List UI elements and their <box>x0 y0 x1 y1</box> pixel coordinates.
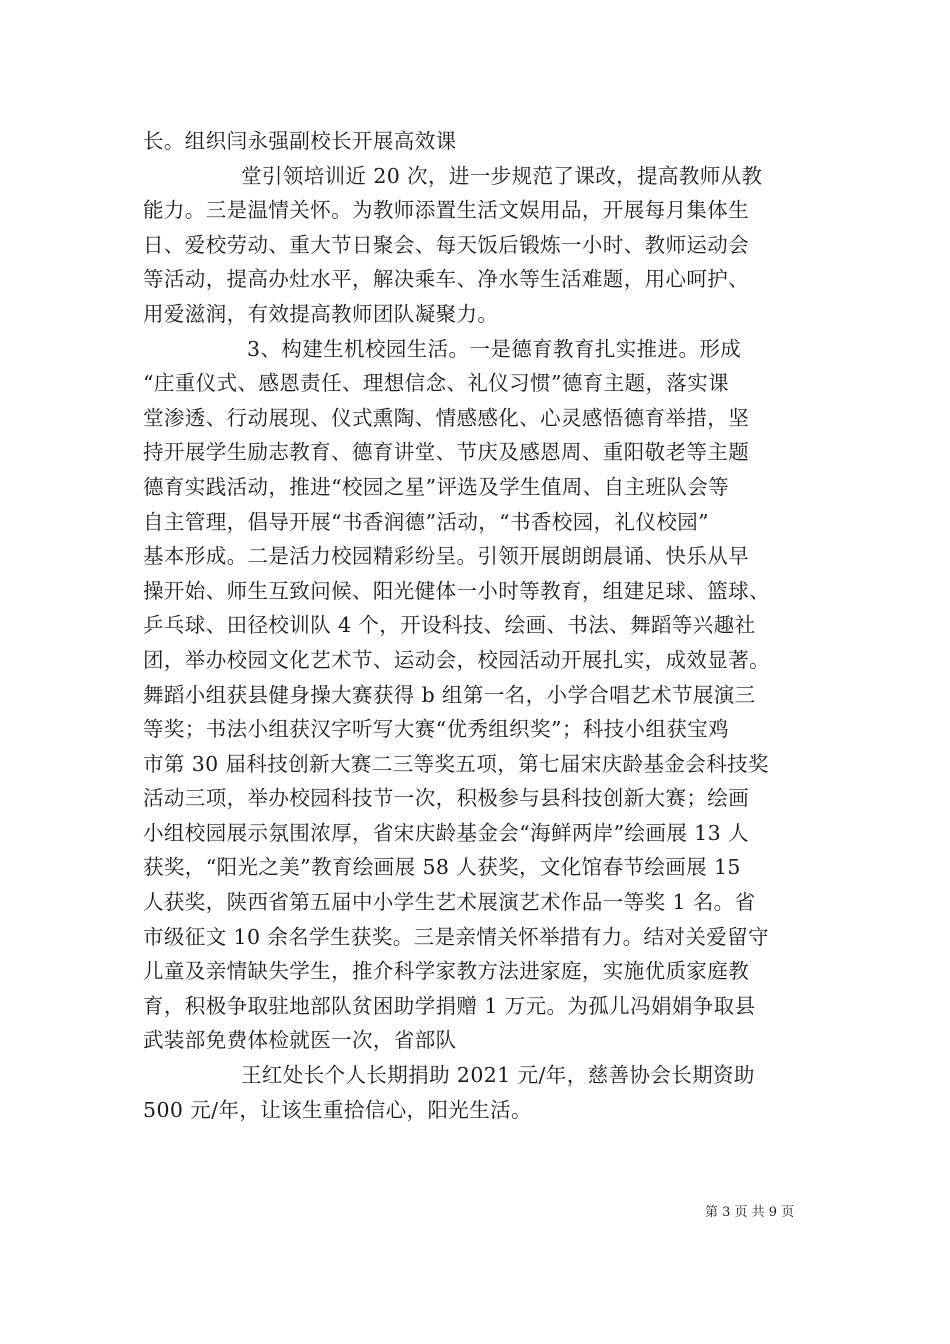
text-line: 日、爱校劳动、重大节日聚会、每天饭后锻炼一小时、教师运动会 <box>143 232 750 257</box>
text-line: 王红处长个人长期捐助 2021 元/年，慈善协会长期资助 <box>241 1063 755 1088</box>
text-line: 育，积极争取驻地部队贫困助学捐赠 1 万元。为孤儿冯娟娟争取县 <box>143 993 756 1018</box>
body-text <box>143 124 809 1127</box>
text-line: 舞蹈小组获县健身操大赛获得 b 组第一名，小学合唱艺术节展演三 <box>143 682 756 707</box>
text-line: 儿童及亲情缺失学生，推介科学家教方法进家庭，实施优质家庭教 <box>143 959 750 984</box>
text-line: 小组校园展示氛围浓厚，省宋庆龄基金会“海鲜两岸”绘画展 13 人 <box>143 820 749 845</box>
text-line: 等活动，提高办灶水平，解决乘车、净水等生活难题，用心呵护、 <box>143 267 750 292</box>
text-line: 持开展学生励志教育、德育讲堂、节庆及感恩周、重阳敬老等主题 <box>143 440 750 465</box>
text-line: 自主管理，倡导开展“书香润德”活动，“书香校园，礼仪校园” <box>143 509 710 534</box>
text-line: 长。组织闫永强副校长开展高效课 <box>143 129 457 153</box>
text-line: 基本形成。二是活力校园精彩纷呈。引领开展朗朗晨诵、快乐从早 <box>143 544 750 569</box>
text-line: 获奖，“阳光之美”教育绘画展 58 人获奖，文化馆春节绘画展 15 <box>143 855 741 880</box>
paragraph-2 <box>143 159 809 332</box>
text-line: 市级征文 10 余名学生获奖。三是亲情关怀举措有力。结对关爱留守 <box>143 924 769 949</box>
text-line: 3、构建生机校园生活。一是德育教育扎实推进。形成 <box>247 336 742 361</box>
text-line: 市第 30 届科技创新大赛二三等奖五项，第七届宋庆龄基金会科技奖 <box>143 751 769 776</box>
text-line: 等奖；书法小组获汉字听写大赛“优秀组织奖”；科技小组获宝鸡 <box>143 717 730 742</box>
text-line: 武装部免费体检就医一次，省部队 <box>143 1028 457 1053</box>
text-line: 操开始、师生互致问候、阳光健体一小时等教育，组建足球、篮球、 <box>143 578 770 603</box>
paragraph-4 <box>143 1058 809 1127</box>
text-line: “庄重仪式、感恩责任、理想信念、礼仪习惯”德育主题，落实课 <box>143 371 730 396</box>
paragraph-3 <box>143 332 809 1058</box>
text-line: 能力。三是温情关怀。为教师添置生活文娱用品，开展每月集体生 <box>143 198 750 223</box>
paragraph-1 <box>143 124 809 159</box>
text-line: 堂引领培训近 20 次，进一步规范了课改，提高教师从教 <box>241 163 763 188</box>
text-line: 用爱滋润，有效提高教师团队凝聚力。 <box>143 301 499 326</box>
text-line: 乒乓球、田径校训队 4 个，开设科技、绘画、书法、舞蹈等兴趣社 <box>143 613 756 638</box>
text-line: 堂渗透、行动展现、仪式熏陶、情感感化、心灵感悟德育举措，坚 <box>143 405 750 430</box>
text-line: 活动三项，举办校园科技节一次，积极参与县科技创新大赛；绘画 <box>143 786 750 811</box>
text-line: 团，举办校园文化艺术节、运动会，校园活动开展扎实，成效显著。 <box>143 647 770 672</box>
text-line: 人获奖，陕西省第五届中小学生艺术展演艺术作品一等奖 1 名。省 <box>143 890 756 915</box>
text-line: 500 元/年，让该生重拾信心，阳光生活。 <box>143 1097 532 1122</box>
page-number-footer: 第 3 页 共 9 页 <box>705 1205 795 1220</box>
text-line: 德育实践活动，推进“校园之星”评选及学生值周、自主班队会等 <box>143 474 730 499</box>
